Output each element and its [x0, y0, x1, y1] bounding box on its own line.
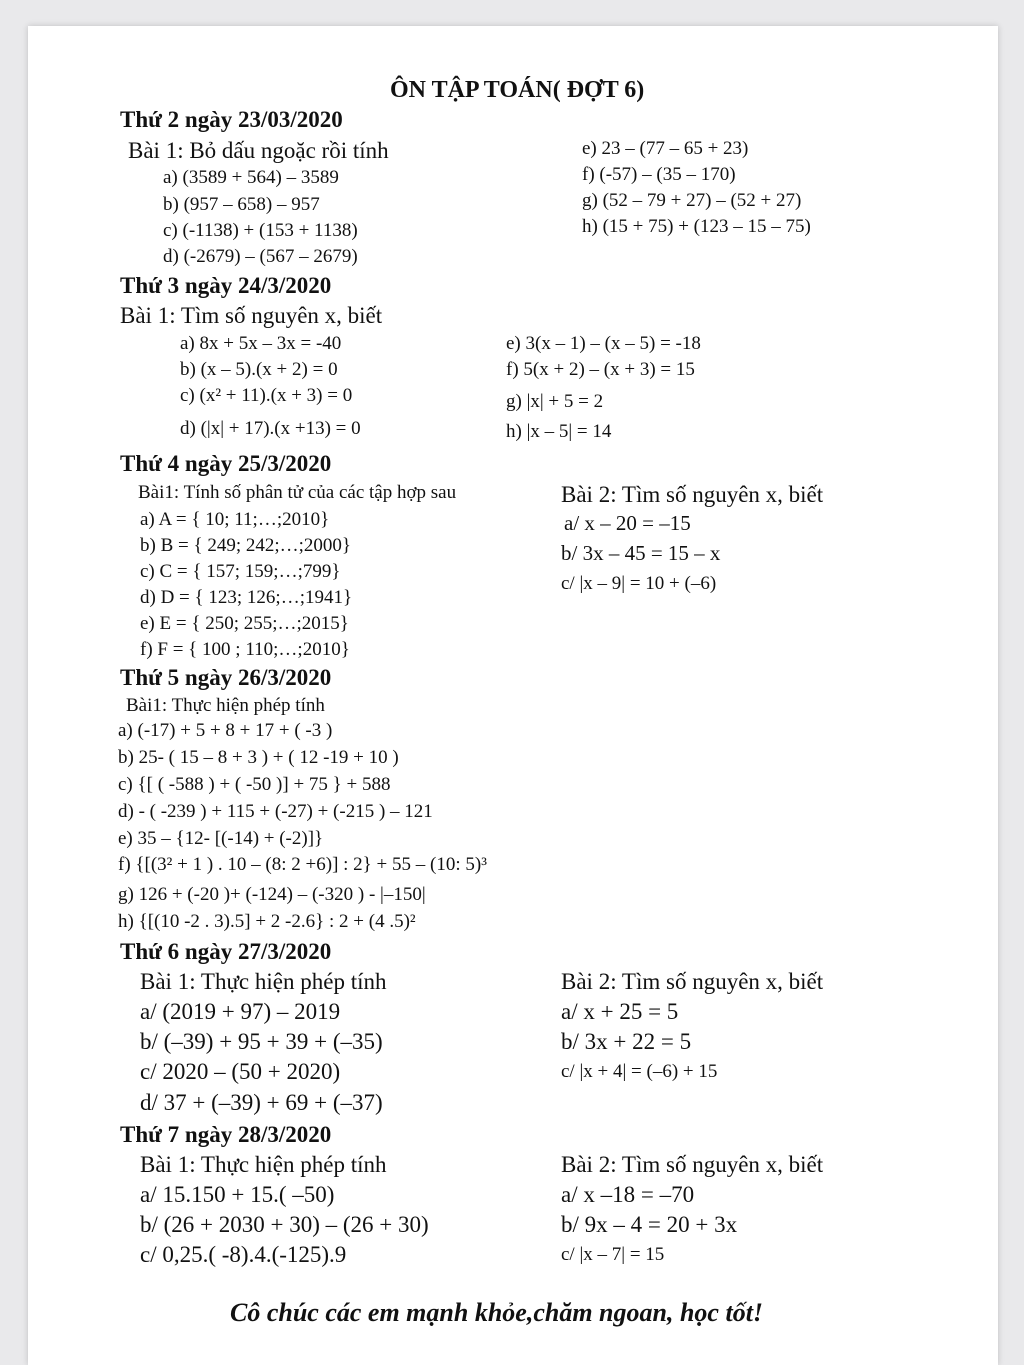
exercise-item: b/ 3x – 45 = 15 – x: [561, 541, 721, 565]
page-title: ÔN TẬP TOÁN( ĐỢT 6): [390, 77, 645, 103]
exercise-item: e) 3(x – 1) – (x – 5) = -18: [506, 333, 701, 354]
exercise-item: a/ 15.150 + 15.( –50): [140, 1182, 335, 1207]
exercise-item: g) |x| + 5 = 2: [506, 391, 604, 412]
exercise-title: Bài 1: Tìm số nguyên x, biết: [120, 303, 383, 328]
exercise-item: c) C = { 157; 159;…;799}: [140, 561, 341, 582]
exercise-item: a) A = { 10; 11;…;2010}: [140, 509, 330, 530]
exercise-item: g) 126 + (-20 )+ (-124) – (-320 ) - |–150|: [118, 884, 426, 905]
exercise-title: Bài 1: Thực hiện phép tính: [140, 969, 387, 994]
exercise-item: b) (x – 5).(x + 2) = 0: [180, 359, 338, 380]
exercise-item: f) F = { 100 ; 110;…;2010}: [140, 639, 350, 660]
exercise-item: f) {[(3² + 1 ) . 10 – (8: 2 +6)] : 2} + 55 – (10: 5)³: [118, 854, 487, 875]
exercise-item: h) {[(10 -2 . 3).5] + 2 -2.6} : 2 + (4 .5)²: [118, 911, 416, 932]
exercise-item: b) B = { 249; 242;…;2000}: [140, 535, 352, 556]
exercise-item: d) - ( -239 ) + 115 + (-27) + (-215 ) – 121: [118, 801, 433, 822]
day-heading-thu2: Thứ 2 ngày 23/03/2020: [120, 107, 343, 132]
exercise-item: c) (-1138) + (153 + 1138): [163, 220, 358, 241]
exercise-item: f) 5(x + 2) – (x + 3) = 15: [506, 359, 695, 380]
exercise-title: Bài 2: Tìm số nguyên x, biết: [561, 969, 824, 994]
exercise-item: c) {[ ( -588 ) + ( -50 )] + 75 } + 588: [118, 774, 391, 795]
exercise-item: d/ 37 + (–39) + 69 + (–37): [140, 1090, 383, 1115]
exercise-item: c/ |x – 7| = 15: [561, 1244, 665, 1265]
closing-message: Cô chúc các em mạnh khỏe,chăm ngoan, học tốt!: [230, 1298, 764, 1327]
exercise-item: e) E = { 250; 255;…;2015}: [140, 613, 349, 634]
exercise-item: a/ x – 20 = –15: [564, 511, 691, 535]
exercise-item: h) |x – 5| = 14: [506, 421, 612, 442]
exercise-title: Bài 1: Bỏ dấu ngoặc rồi tính: [128, 138, 389, 163]
exercise-title: Bài1: Thực hiện phép tính: [126, 695, 325, 716]
exercise-item: d) (|x| + 17).(x +13) = 0: [180, 418, 361, 439]
exercise-item: a) (3589 + 564) – 3589: [163, 167, 339, 188]
exercise-item: b/ (26 + 2030 + 30) – (26 + 30): [140, 1212, 429, 1237]
exercise-item: a/ x + 25 = 5: [561, 999, 679, 1024]
day-heading-thu4: Thứ 4 ngày 25/3/2020: [120, 451, 332, 476]
exercise-item: c/ 0,25.( -8).4.(-125).9: [140, 1242, 347, 1267]
exercise-item: c) (x² + 11).(x + 3) = 0: [180, 385, 353, 406]
exercise-item: c/ |x + 4| = (–6) + 15: [561, 1061, 718, 1082]
day-heading-thu7: Thứ 7 ngày 28/3/2020: [120, 1122, 332, 1147]
exercise-item: b/ (–39) + 95 + 39 + (–35): [140, 1029, 383, 1054]
exercise-item: c/ |x – 9| = 10 + (–6): [561, 573, 717, 594]
exercise-item: b/ 3x + 22 = 5: [561, 1029, 692, 1054]
exercise-item: c/ 2020 – (50 + 2020): [140, 1059, 341, 1084]
exercise-item: b/ 9x – 4 = 20 + 3x: [561, 1212, 738, 1237]
exercise-item: e) 23 – (77 – 65 + 23): [582, 138, 749, 159]
exercise-item: a) (-17) + 5 + 8 + 17 + ( -3 ): [118, 720, 333, 741]
exercise-title: Bài 2: Tìm số nguyên x, biết: [561, 482, 824, 507]
exercise-item: a) 8x + 5x – 3x = -40: [180, 333, 342, 354]
day-heading-thu6: Thứ 6 ngày 27/3/2020: [120, 939, 332, 964]
exercise-item: h) (15 + 75) + (123 – 15 – 75): [582, 216, 811, 237]
day-heading-thu3: Thứ 3 ngày 24/3/2020: [120, 273, 332, 298]
exercise-item: g) (52 – 79 + 27) – (52 + 27): [582, 190, 802, 211]
day-heading-thu5: Thứ 5 ngày 26/3/2020: [120, 665, 332, 690]
exercise-item: d) (-2679) – (567 – 2679): [163, 246, 358, 267]
exercise-item: e) 35 – {12- [(-14) + (-2)]}: [118, 828, 324, 849]
exercise-item: b) 25- ( 15 – 8 + 3 ) + ( 12 -19 + 10 ): [118, 747, 399, 768]
exercise-title: Bài 1: Thực hiện phép tính: [140, 1152, 387, 1177]
exercise-item: f) (-57) – (35 – 170): [582, 164, 736, 185]
exercise-title: Bài 2: Tìm số nguyên x, biết: [561, 1152, 824, 1177]
exercise-item: a/ (2019 + 97) – 2019: [140, 999, 341, 1024]
exercise-item: a/ x –18 = –70: [561, 1182, 695, 1207]
exercise-item: d) D = { 123; 126;…;1941}: [140, 587, 353, 608]
exercise-title: Bài1: Tính số phân tử của các tập hợp sau: [138, 482, 457, 503]
exercise-item: b) (957 – 658) – 957: [163, 194, 320, 215]
